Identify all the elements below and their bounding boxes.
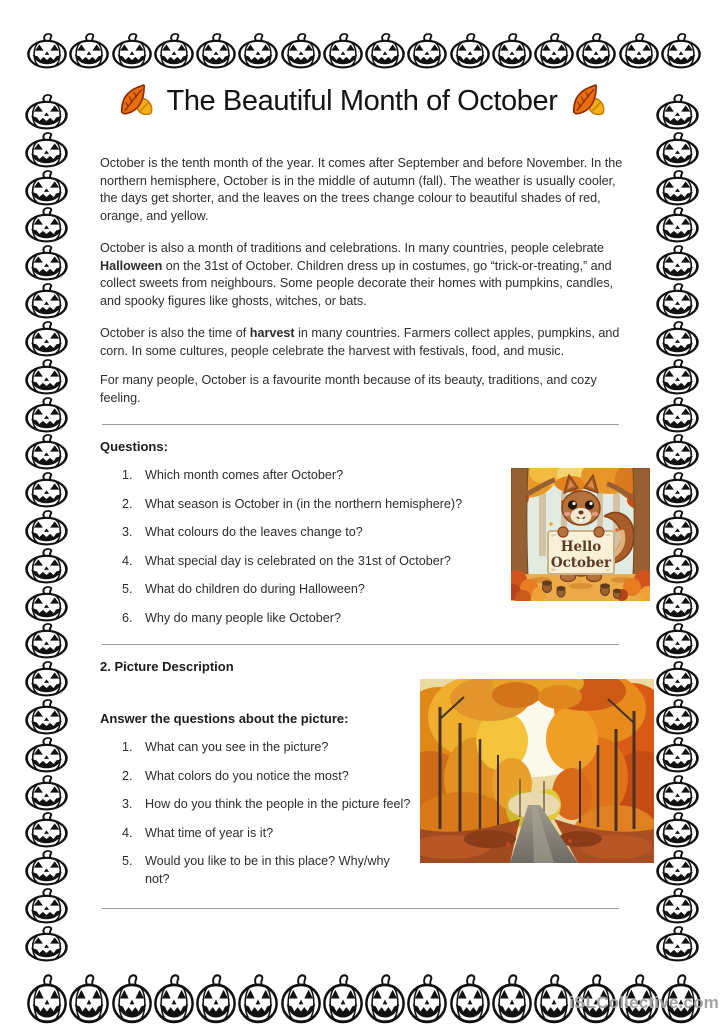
- question-item: [122, 553, 522, 571]
- question-number: 3.: [122, 525, 133, 540]
- question-number: 1.: [122, 468, 133, 482]
- jack-o-lantern-icon: [655, 850, 700, 886]
- question-number: 4.: [122, 825, 133, 840]
- jack-o-lantern-icon: [655, 94, 700, 130]
- question-number: 3.: [122, 797, 133, 812]
- jack-o-lantern-icon: [24, 586, 69, 622]
- text: on the 31st of October. Children dress up in costumes, go “trick-or-treating,” and collect sweets from neighbours. Some people decorate their homes with pumpkins, candles, and spooky figures like ghosts, witches, or bats.: [100, 258, 614, 308]
- sign-text-line1: Hello: [560, 539, 602, 555]
- jack-o-lantern-icon: [655, 321, 700, 357]
- islcollective-watermark: iSLCollective.com: [569, 993, 719, 1012]
- autumn-road-photo-svg: [420, 679, 654, 863]
- question-text: What colors do you notice the most?: [145, 768, 349, 783]
- jack-o-lantern-icon: [280, 33, 322, 69]
- sign-text-line2: October: [550, 555, 612, 571]
- divider-2: [102, 644, 619, 645]
- divider-3: [102, 908, 619, 909]
- jack-o-lantern-icon: [449, 33, 491, 69]
- jack-o-lantern-icon: [24, 661, 69, 697]
- jack-o-lantern-icon: [280, 974, 322, 1024]
- jack-o-lantern-icon: [655, 812, 700, 848]
- autumn-leaf-icon: [570, 84, 607, 118]
- question-number: 5.: [122, 854, 133, 869]
- question-item: [122, 825, 442, 843]
- jack-o-lantern-icon: [449, 974, 491, 1024]
- jack-o-lantern-icon: [153, 33, 195, 69]
- jack-o-lantern-icon: [68, 33, 110, 69]
- text: in many countries. Farmers collect apples, pumpkins, and corn. In some cultures, people celebrate the harvest with festivals, food, and music.: [100, 326, 620, 358]
- jack-o-lantern-icon: [322, 33, 364, 69]
- pumpkin-border-left: [24, 94, 70, 962]
- text: October is also the time of: [100, 326, 250, 340]
- squirrel-illustration-svg: [511, 468, 650, 601]
- jack-o-lantern-icon: [195, 974, 237, 1024]
- jack-o-lantern-icon: [68, 974, 110, 1024]
- jack-o-lantern-icon: [24, 548, 69, 584]
- jack-o-lantern-icon: [655, 586, 700, 622]
- question-item: [122, 853, 442, 888]
- jack-o-lantern-icon: [24, 359, 69, 395]
- question-number: 2.: [122, 768, 133, 783]
- title-row: [100, 84, 624, 118]
- question-text: Would you like to be in this place? Why/why not?: [145, 854, 390, 886]
- jack-o-lantern-icon: [24, 926, 69, 962]
- jack-o-lantern-icon: [24, 699, 69, 735]
- question-item: [122, 581, 522, 599]
- pumpkin-border-top: [26, 33, 702, 70]
- jack-o-lantern-icon: [26, 33, 68, 69]
- jack-o-lantern-icon: [491, 33, 533, 69]
- question-text: What do children do during Halloween?: [145, 582, 365, 597]
- paragraph-1: [100, 155, 623, 225]
- jack-o-lantern-icon: [655, 397, 700, 433]
- jack-o-lantern-icon: [24, 434, 69, 470]
- jack-o-lantern-icon: [24, 775, 69, 811]
- jack-o-lantern-icon: [655, 207, 700, 243]
- jack-o-lantern-icon: [364, 974, 406, 1024]
- jack-o-lantern-icon: [111, 33, 153, 69]
- jack-o-lantern-icon: [24, 245, 69, 281]
- picture-questions-list: [122, 739, 442, 900]
- question-number: 1.: [122, 740, 133, 754]
- jack-o-lantern-icon: [153, 974, 195, 1024]
- question-number: 4.: [122, 553, 133, 568]
- paragraph-4: [100, 372, 623, 407]
- bold-text: Halloween: [100, 258, 163, 273]
- jack-o-lantern-icon: [24, 888, 69, 924]
- jack-o-lantern-icon: [24, 283, 69, 319]
- jack-o-lantern-icon: [618, 33, 660, 69]
- jack-o-lantern-icon: [24, 472, 69, 508]
- jack-o-lantern-icon: [655, 661, 700, 697]
- question-item: [122, 768, 442, 786]
- jack-o-lantern-icon: [24, 321, 69, 357]
- jack-o-lantern-icon: [655, 623, 700, 659]
- jack-o-lantern-icon: [655, 699, 700, 735]
- jack-o-lantern-icon: [237, 33, 279, 69]
- jack-o-lantern-icon: [24, 132, 69, 168]
- page-title: The Beautiful Month of October: [166, 84, 558, 117]
- jack-o-lantern-icon: [24, 737, 69, 773]
- jack-o-lantern-icon: [24, 94, 69, 130]
- jack-o-lantern-icon: [655, 888, 700, 924]
- question-item: [122, 496, 522, 514]
- pumpkin-border-right: [655, 94, 701, 962]
- bold-text: harvest: [249, 326, 295, 340]
- jack-o-lantern-icon: [406, 33, 448, 69]
- text: October is also a month of traditions and celebrations. In many countries, people celebrate: [100, 241, 605, 255]
- jack-o-lantern-icon: [655, 170, 700, 206]
- questions-list: [122, 467, 522, 639]
- question-text: What season is October in (in the northern hemisphere)?: [145, 496, 463, 511]
- jack-o-lantern-icon: [24, 170, 69, 206]
- question-number: 5.: [122, 582, 133, 597]
- jack-o-lantern-icon: [655, 472, 700, 508]
- question-number: 6.: [122, 610, 133, 625]
- text: October is the tenth month of the year. It comes after September and before November. In the northern hemisphere, October is in the middle of autumn (fall). The weather is usually cooler, the days get shorter, and the leaves on the trees change colour to beautiful shades of red, orange, and yellow.: [100, 156, 623, 223]
- picture-questions-heading: Answer the questions about the picture:: [100, 711, 349, 726]
- question-item: [122, 467, 522, 485]
- jack-o-lantern-icon: [575, 33, 617, 69]
- question-text: Which month comes after October?: [145, 468, 344, 482]
- jack-o-lantern-icon: [195, 33, 237, 69]
- jack-o-lantern-icon: [533, 33, 575, 69]
- jack-o-lantern-icon: [322, 974, 364, 1024]
- jack-o-lantern-icon: [24, 510, 69, 546]
- question-item: [122, 739, 442, 757]
- question-item: [122, 610, 522, 628]
- question-text: Why do many people like October?: [145, 610, 342, 625]
- jack-o-lantern-icon: [24, 812, 69, 848]
- jack-o-lantern-icon: [26, 974, 68, 1024]
- question-text: What time of year is it?: [145, 825, 274, 840]
- jack-o-lantern-icon: [655, 283, 700, 319]
- divider-1: [102, 424, 619, 425]
- jack-o-lantern-icon: [655, 775, 700, 811]
- question-number: 2.: [122, 496, 133, 511]
- jack-o-lantern-icon: [655, 434, 700, 470]
- jack-o-lantern-icon: [24, 397, 69, 433]
- jack-o-lantern-icon: [655, 359, 700, 395]
- jack-o-lantern-icon: [491, 974, 533, 1024]
- jack-o-lantern-icon: [655, 737, 700, 773]
- jack-o-lantern-icon: [655, 132, 700, 168]
- question-item: [122, 796, 442, 814]
- question-item: [122, 524, 522, 542]
- autumn-road-photo: [420, 679, 654, 863]
- jack-o-lantern-icon: [24, 850, 69, 886]
- questions-heading: Questions:: [100, 439, 168, 454]
- jack-o-lantern-icon: [237, 974, 279, 1024]
- jack-o-lantern-icon: [24, 207, 69, 243]
- jack-o-lantern-icon: [111, 974, 153, 1024]
- question-text: What can you see in the picture?: [145, 740, 329, 754]
- question-text: What special day is celebrated on the 31st of October?: [145, 553, 451, 568]
- jack-o-lantern-icon: [655, 510, 700, 546]
- squirrel-hello-october-illustration: [511, 468, 650, 601]
- jack-o-lantern-icon: [660, 33, 702, 69]
- jack-o-lantern-icon: [364, 33, 406, 69]
- question-text: How do you think the people in the picture feel?: [145, 797, 411, 812]
- jack-o-lantern-icon: [655, 245, 700, 281]
- jack-o-lantern-icon: [655, 926, 700, 962]
- paragraph-3: [100, 325, 623, 360]
- question-text: What colours do the leaves change to?: [145, 525, 363, 540]
- autumn-leaf-icon: [118, 84, 155, 118]
- picture-section-heading: 2. Picture Description: [100, 659, 234, 674]
- jack-o-lantern-icon: [24, 623, 69, 659]
- paragraph-2: [100, 240, 623, 310]
- text: For many people, October is a favourite month because of its beauty, traditions, and cozy feeling.: [100, 373, 597, 405]
- jack-o-lantern-icon: [406, 974, 448, 1024]
- jack-o-lantern-icon: [655, 548, 700, 584]
